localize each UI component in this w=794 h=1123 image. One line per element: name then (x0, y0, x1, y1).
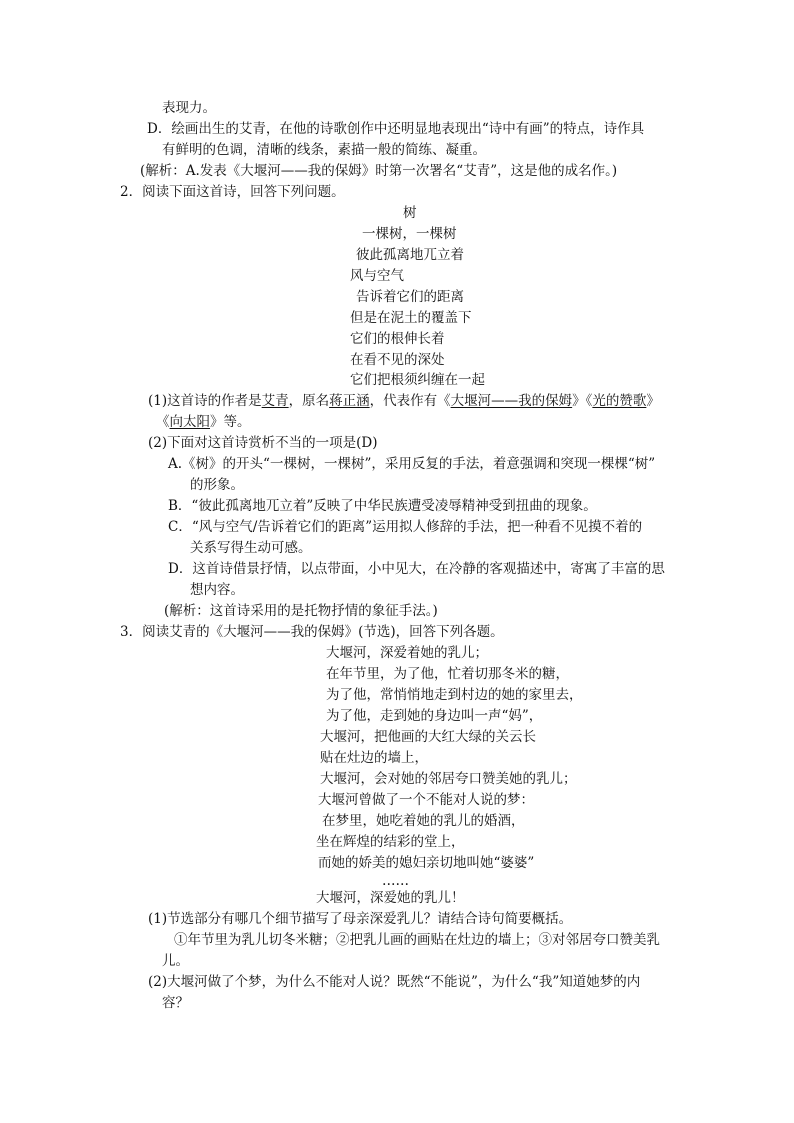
poem-line: 大堰河，把他画的大红大绿的关云长 (320, 729, 536, 745)
q3-stem: 3．阅读艾青的《大堰河——我的保姆》(节选)，回答下列各题。 (120, 624, 504, 640)
answer-realname: 蒋正涵 (329, 393, 370, 409)
q2-sub1-cont (156, 413, 251, 431)
poem-line: 在梦里，她吃着她的乳儿的婚酒， (322, 813, 525, 829)
q2-sub1 (148, 392, 660, 410)
poem-line: 为了他，走到她的身边叫一声“妈”， (326, 708, 543, 724)
poem-line: 贴在灶边的墙上， (320, 750, 428, 766)
poem-line: 告诉着它们的距离 (356, 289, 464, 305)
q3-answer1: ①年节里为乳儿切冬米糖；②把乳儿画的画贴在灶边的墙上；③对邻居夸口赞美乳 (174, 932, 660, 948)
poem-line: 但是在泥土的覆盖下 (350, 310, 472, 326)
poem-line: 大堰河，会对她的邻居夸口赞美她的乳儿； (320, 771, 577, 787)
q2-option-d: D．这首诗借景抒情，以点带面，小中见大，在冷静的客观描述中，寄寓了丰富的思 (168, 561, 665, 577)
answer-work: 向太阳 (169, 414, 210, 430)
poem-title: 树 (403, 205, 417, 221)
q2-sub2: (2)下面对这首诗赏析不当的一项是(D) (148, 435, 378, 451)
poem-line: 它们把根须纠缠在一起 (350, 372, 485, 388)
answer-author: 艾青 (261, 393, 289, 409)
q3-sub2-cont: 容？ (162, 995, 189, 1011)
q2-sub1-text: ，原名 (288, 393, 330, 409)
q3-sub2: (2)大堰河做了个梦，为什么不能对人说？既然“不能说”，为什么“我”知道她梦的内 (148, 974, 641, 990)
q1-analysis: (解析：A.发表《大堰河——我的保姆》时第一次署名“艾青”，这是他的成名作。) (140, 163, 618, 179)
poem-line: 在年节里，为了他，忙着切那冬米的糖， (326, 666, 569, 682)
q2-option-a: A.《树》的开头“一棵树，一棵树”，采用反复的手法，着意强调和突现一棵棵“树” (168, 456, 656, 472)
q1-option-d-cont: 有鲜明的色调，清晰的线条，素描一般的简练、凝重。 (162, 142, 486, 158)
poem-line: 坐在辉煌的结彩的堂上， (316, 834, 465, 850)
q3-sub1: (1)节选部分有哪几个细节描写了母亲深爱乳儿？请结合诗句简要概括。 (148, 911, 573, 927)
poem-line: 在看不见的深处 (350, 352, 445, 368)
poem-line: 彼此孤离地兀立着 (356, 247, 464, 263)
q2-sub1-text: 《 (156, 414, 170, 430)
q2-sub1-text: ，代表作有《 (369, 393, 451, 409)
poem-ellipsis: …… (382, 873, 409, 889)
q2-option-b: B．“彼此孤离地兀立着”反映了中华民族遭受凌辱精神受到扭曲的现象。 (168, 498, 597, 514)
q2-analysis: (解析：这首诗采用的是托物抒情的象征手法。) (164, 603, 438, 619)
q1-option-d: D．绘画出生的艾青，在他的诗歌创作中还明显地表现出“诗中有画”的特点，诗作具 (147, 121, 645, 137)
q2-stem: 2．阅读下面这首诗，回答下列问题。 (120, 184, 345, 200)
q2-option-a-cont: 的形象。 (190, 477, 244, 493)
q2-option-c-cont: 关系写得生动可感。 (190, 540, 312, 556)
poem-line: 大堰河，深爱她的乳儿！ (316, 890, 465, 906)
q2-sub1-text: 》 (646, 393, 660, 409)
poem-line: 大堰河，深爱着她的乳儿； (326, 645, 488, 661)
q2-sub1-text: (1)这首诗的作者是 (148, 393, 262, 409)
poem-line: 一棵树，一棵树 (362, 226, 457, 242)
poem-line: 大堰河曾做了一个不能对人说的梦： (318, 792, 534, 808)
q2-option-c: C．“风与空气/告诉着它们的距离”运用拟人修辞的手法，把一种看不见摸不着的 (168, 519, 643, 535)
q2-option-d-cont: 想内容。 (190, 582, 244, 598)
poem-line: 风与空气 (350, 268, 404, 284)
answer-work: 光的赞歌 (592, 393, 647, 409)
q1-text-line: 表现力。 (162, 100, 216, 116)
q3-answer1-cont: 儿。 (162, 953, 189, 969)
q2-sub1-text: 》等。 (210, 414, 251, 430)
poem-line: 而她的娇美的媳妇亲切地叫她“婆婆” (318, 855, 535, 871)
answer-work: 大堰河——我的保姆 (450, 393, 573, 409)
poem-line: 为了他，常悄悄地走到村边的她的家里去， (326, 687, 583, 703)
q2-sub1-text: 》《 (572, 393, 593, 409)
poem-line: 它们的根伸长着 (350, 331, 445, 347)
